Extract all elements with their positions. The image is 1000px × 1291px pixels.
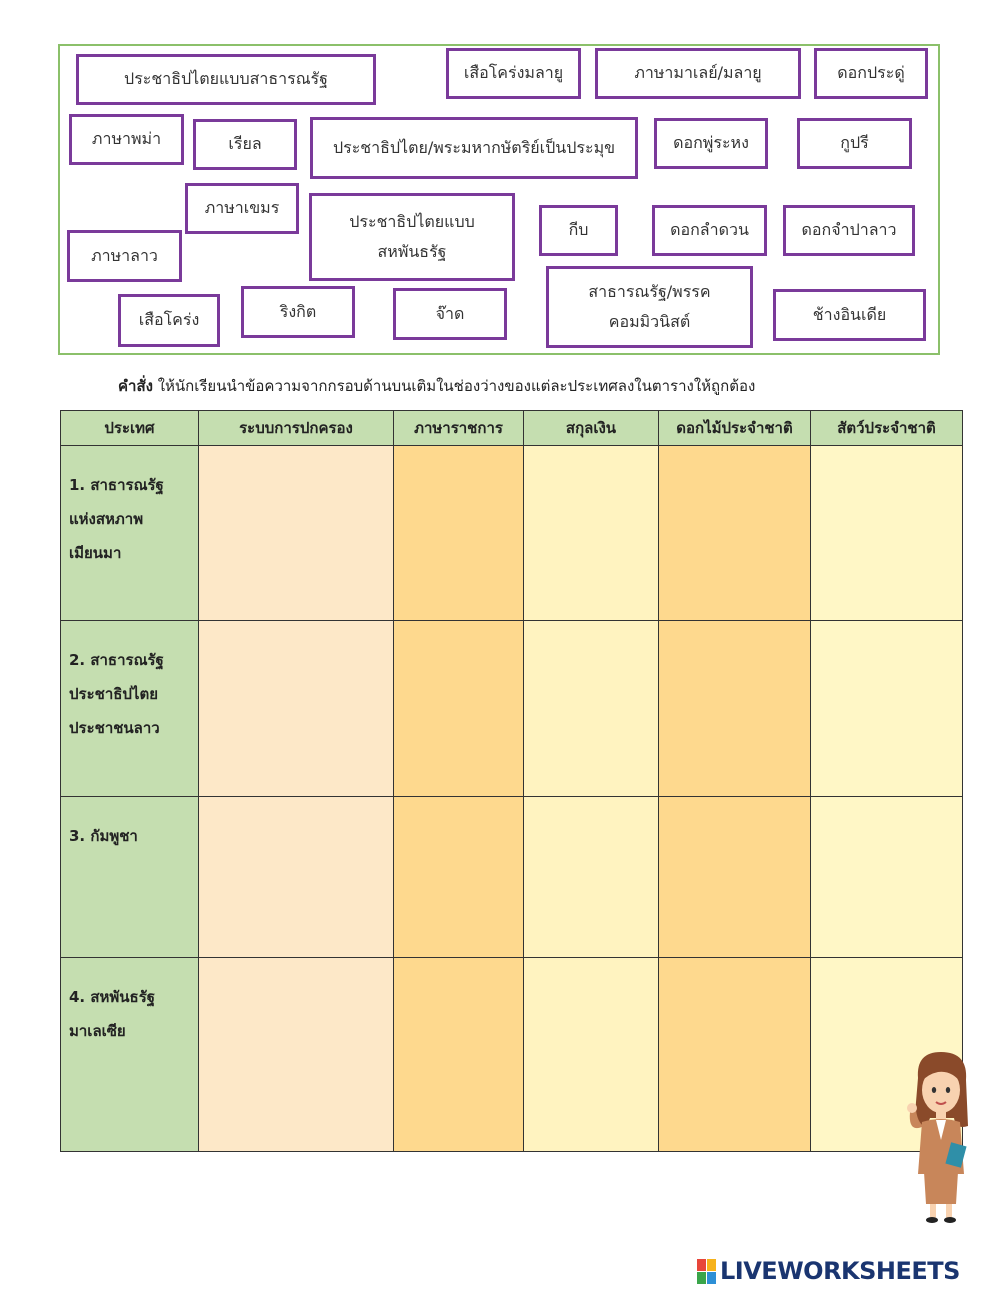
table-row <box>61 797 963 958</box>
liveworksheets-logo <box>697 1257 960 1285</box>
table-header-row <box>61 411 963 446</box>
logo-text: LIVEWORKSHEETS <box>720 1257 960 1285</box>
country-cell: 2. สาธารณรัฐ ประชาธิปไตย ประชาชนลาว <box>61 621 199 797</box>
word-chip[interactable]: ดอกประดู่ <box>814 48 928 99</box>
instruction-label: คำสั่ง <box>118 377 153 395</box>
header-flower: ดอกไม้ประจำชาติ <box>659 411 811 446</box>
answer-slot-government[interactable] <box>199 958 394 1152</box>
word-chip[interactable]: ริงกิต <box>241 286 355 338</box>
answer-slot-government[interactable] <box>199 446 394 621</box>
answer-slot-currency[interactable] <box>524 958 659 1152</box>
teacher-illustration <box>896 1048 986 1224</box>
word-chip[interactable]: ดอกพู่ระหง <box>654 118 768 169</box>
word-chip[interactable]: ดอกลำดวน <box>652 205 767 256</box>
instruction <box>118 374 755 398</box>
answer-slot-animal[interactable] <box>811 446 963 621</box>
answer-slot-currency[interactable] <box>524 621 659 797</box>
word-chip[interactable]: ประชาธิปไตยแบบ สหพันธรัฐ <box>309 193 515 281</box>
header-animal: สัตว์ประจำชาติ <box>811 411 963 446</box>
word-chip[interactable]: เสือโคร่ง <box>118 294 220 347</box>
answer-table <box>60 410 963 1152</box>
answer-slot-government[interactable] <box>199 797 394 958</box>
word-chip[interactable]: ช้างอินเดีย <box>773 289 926 341</box>
word-chip[interactable]: จ๊าด <box>393 288 507 340</box>
word-chip[interactable]: สาธารณรัฐ/พรรค คอมมิวนิสต์ <box>546 266 753 348</box>
answer-slot-flower[interactable] <box>659 621 811 797</box>
answer-slot-flower[interactable] <box>659 797 811 958</box>
header-language: ภาษาราชการ <box>394 411 524 446</box>
table-row <box>61 446 963 621</box>
word-chip[interactable]: ภาษาลาว <box>67 230 182 282</box>
header-country: ประเทศ <box>61 411 199 446</box>
word-chip[interactable]: ภาษาพม่า <box>69 114 184 165</box>
answer-slot-government[interactable] <box>199 621 394 797</box>
word-chip[interactable]: ภาษาเขมร <box>185 183 299 234</box>
answer-slot-language[interactable] <box>394 797 524 958</box>
word-chip[interactable]: ประชาธิปไตย/พระมหากษัตริย์เป็นประมุข <box>310 117 638 179</box>
word-chip[interactable]: ดอกจำปาลาว <box>783 205 915 256</box>
answer-slot-language[interactable] <box>394 621 524 797</box>
table-row <box>61 621 963 797</box>
answer-slot-animal[interactable] <box>811 797 963 958</box>
word-chip[interactable]: เรียล <box>193 119 297 170</box>
table-row <box>61 958 963 1152</box>
logo-icon <box>697 1259 716 1284</box>
word-chip[interactable]: ภาษามาเลย์/มลายู <box>595 48 801 99</box>
country-cell: 4. สหพันธรัฐ มาเลเซีย <box>61 958 199 1152</box>
answer-slot-flower[interactable] <box>659 958 811 1152</box>
answer-slot-language[interactable] <box>394 446 524 621</box>
country-cell: 1. สาธารณรัฐ แห่งสหภาพ เมียนมา <box>61 446 199 621</box>
header-government: ระบบการปกครอง <box>199 411 394 446</box>
header-currency: สกุลเงิน <box>524 411 659 446</box>
word-chip[interactable]: กีบ <box>539 205 618 256</box>
word-chip[interactable]: เสือโคร่งมลายู <box>446 48 581 99</box>
answer-slot-currency[interactable] <box>524 797 659 958</box>
instruction-text: ให้นักเรียนนำข้อความจากกรอบด้านบนเติมในช่องว่างของแต่ละประเทศลงในตารางให้ถูกต้อง <box>152 377 756 395</box>
answer-slot-flower[interactable] <box>659 446 811 621</box>
answer-slot-language[interactable] <box>394 958 524 1152</box>
word-chip[interactable]: ประชาธิปไตยแบบสาธารณรัฐ <box>76 54 376 105</box>
answer-slot-animal[interactable] <box>811 621 963 797</box>
word-chip[interactable]: กูปรี <box>797 118 912 169</box>
country-cell: 3. กัมพูชา <box>61 797 199 958</box>
answer-slot-currency[interactable] <box>524 446 659 621</box>
